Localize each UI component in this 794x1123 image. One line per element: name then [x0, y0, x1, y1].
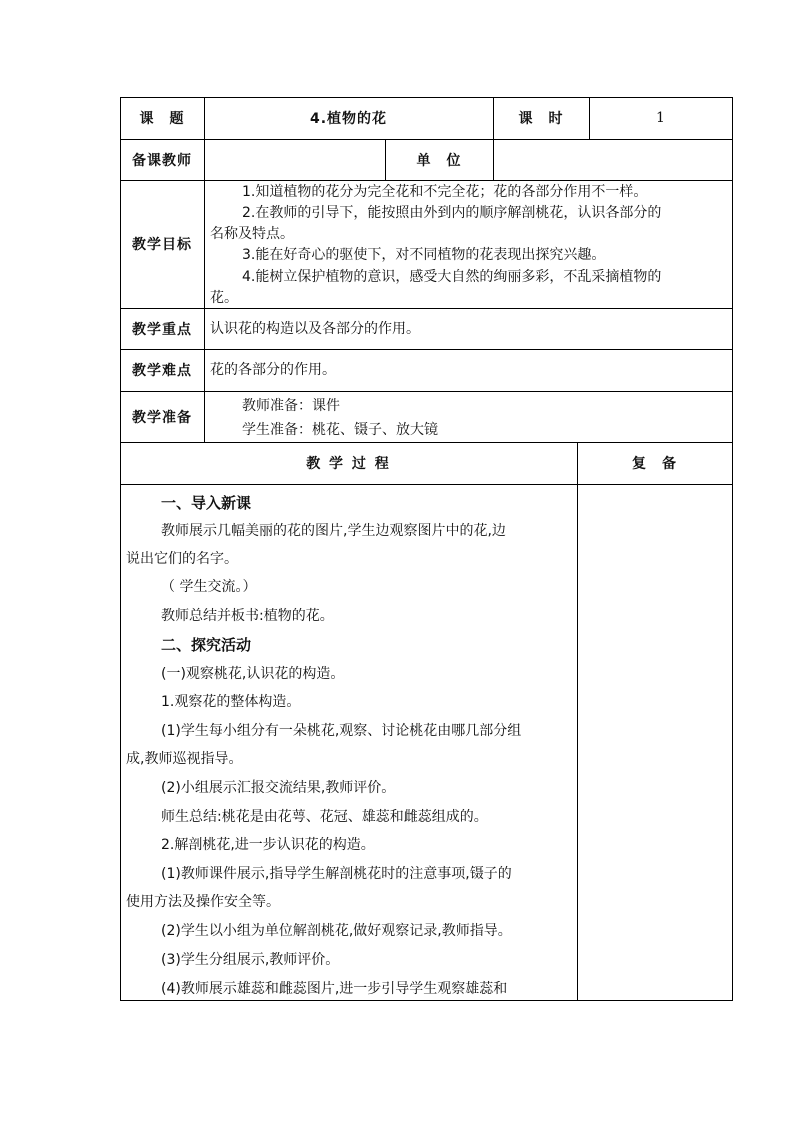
section-heading: 一、导入新课: [161, 494, 252, 512]
process-line: 2.解剖桃花,进一步认识花的构造。: [161, 837, 375, 853]
goal-line: 4.能树立保护植物的意识，感受大自然的绚丽多彩，不乱采摘植物的: [242, 269, 662, 285]
process-line: (3)学生分组展示,教师评价。: [161, 952, 340, 968]
row-divider: [120, 349, 733, 350]
process-line: 成,教师巡视指导。: [126, 751, 243, 767]
hours-value: 1: [656, 110, 665, 126]
key-points-label: 教学重点: [132, 321, 192, 338]
process-line: 使用方法及操作安全等。: [126, 894, 280, 910]
unit-value[interactable]: [493, 139, 732, 180]
difficulties-value: 花的各部分的作用。: [210, 362, 336, 378]
goal-line: 花。: [210, 290, 238, 306]
process-line: (4)教师展示雄蕊和雌蕊图片,进一步引导学生观察雄蕊和: [161, 981, 508, 997]
key-points-value: 认识花的构造以及各部分的作用。: [210, 321, 420, 337]
process-line: 教师展示几幅美丽的花的图片,学生边观察图片中的花,边: [161, 523, 506, 539]
process-line: (2)小组展示汇报交流结果,教师评价。: [161, 780, 396, 796]
goal-line: 1.知道植物的花分为完全花和不完全花；花的各部分作用不一样。: [242, 184, 648, 200]
student-preparation: 学生准备：桃花、镊子、放大镜: [242, 422, 438, 438]
row-divider: [120, 180, 733, 181]
process-line: 说出它们的名字。: [126, 551, 238, 567]
difficulties-label: 教学难点: [132, 363, 192, 379]
teacher-label: 备课教师: [132, 152, 192, 169]
row-divider: [120, 308, 733, 309]
process-line: (1)教师课件展示,指导学生解剖桃花时的注意事项,镊子的: [161, 866, 512, 882]
row-divider: [120, 391, 733, 392]
process-line: 1.观察花的整体构造。: [161, 694, 301, 710]
section-heading: 二、探究活动: [161, 636, 252, 654]
row-divider: [120, 484, 733, 485]
topic-value: 4.植物的花: [309, 111, 388, 127]
goals-label: 教学目标: [132, 237, 192, 253]
goal-line: 3.能在好奇心的驱使下，对不同植物的花表现出探究兴趣。: [242, 247, 606, 263]
unit-label: 单 位: [416, 152, 462, 169]
preparation-label: 教学准备: [132, 409, 192, 426]
teacher-value[interactable]: [204, 139, 385, 180]
process-line: （ 学生交流。）: [161, 579, 257, 595]
review-header: 复 备: [632, 456, 677, 472]
process-line: 教师总结并板书:植物的花。: [161, 608, 334, 624]
hours-label: 课 时: [518, 111, 564, 127]
goal-line: 名称及特点。: [210, 226, 294, 242]
process-line: (一)观察桃花,认识花的构造。: [161, 666, 345, 682]
process-header: 教 学 过 程: [306, 456, 391, 472]
table-border-right: [732, 97, 733, 1001]
process-line: (1)学生每小组分有一朵桃花,观察、讨论桃花由哪几部分组: [161, 723, 522, 739]
teacher-preparation: 教师准备：课件: [242, 398, 340, 414]
review-column-divider: [577, 442, 578, 1001]
table-border-bottom: [120, 1000, 733, 1001]
process-line: 师生总结:桃花是由花萼、花冠、雄蕊和雌蕊组成的。: [161, 809, 488, 825]
goal-line: 2.在教师的引导下，能按照由外到内的顺序解剖桃花，认识各部分的: [242, 205, 662, 221]
topic-label: 课 题: [139, 111, 185, 127]
process-line: (2)学生以小组为单位解剖桃花,做好观察记录,教师指导。: [161, 923, 512, 939]
